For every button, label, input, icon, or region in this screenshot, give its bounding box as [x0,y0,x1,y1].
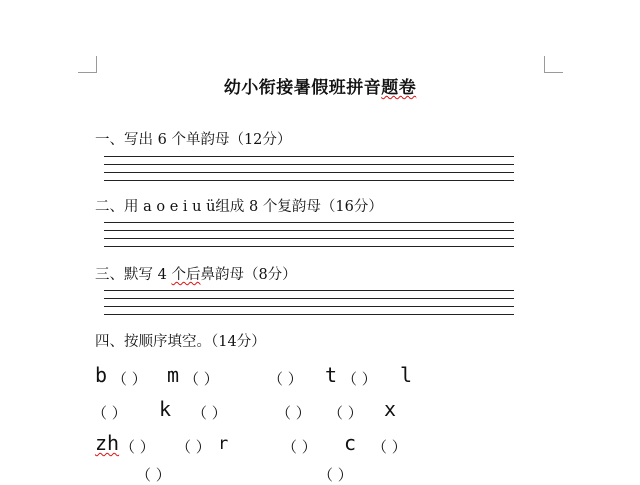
blank-parenthesis: （ ） [276,404,311,422]
answer-lines-2 [104,222,514,247]
blank-parenthesis: （ ） [192,404,227,422]
title-prefix: 幼小衔接暑假班拼音 [223,78,382,98]
title-suffix-spellcheck: 题卷 [381,78,417,98]
answer-lines-1 [104,156,514,181]
letter-c: c [344,431,357,455]
answer-line [104,246,514,247]
letters-zh: zh [95,431,120,455]
blank-parenthesis: （ ） [372,438,407,456]
blank-parenthesis: （ ） [282,438,317,456]
answer-line [104,222,514,223]
blank-parenthesis: （ ） [120,438,155,456]
answer-lines-3 [104,290,514,315]
answer-line [104,238,514,239]
answer-line [104,172,514,173]
question-3-prefix: 三、默写 4 [95,267,172,283]
document-title [0,73,640,98]
blank-parenthesis: （ ） [112,370,147,388]
letter-k: k [159,397,172,421]
letter-r: r [218,434,229,454]
answer-line [104,156,514,157]
question-3 [95,263,297,284]
letter-t: t [325,363,338,387]
blank-parenthesis: （ ） [342,370,377,388]
letter-b: b [95,363,108,387]
answer-line [104,180,514,181]
answer-line [104,230,514,231]
crop-mark-top-right [544,56,563,73]
letter-x: x [384,397,397,421]
blank-parenthesis: （ ） [176,438,211,456]
answer-line [104,298,514,299]
crop-mark-top-left [78,56,97,73]
question-2: 二、用 a o e i u ü组成 8 个复韵母（16分） [95,199,383,215]
blank-parenthesis: （ ） [136,466,171,484]
question-1: 一、写出 6 个单韵母（12分） [95,132,292,148]
question-3-spellcheck: 个后 [171,267,201,283]
blank-parenthesis: （ ） [318,466,353,484]
letter-m: m [167,363,180,387]
answer-line [104,290,514,291]
blank-parenthesis: （ ） [184,370,219,388]
question-4: 四、按顺序填空。（14分） [95,334,266,350]
blank-parenthesis: （ ） [92,404,127,422]
answer-line [104,306,514,307]
letter-l: l [400,363,413,387]
question-3-suffix: 鼻韵母（8分） [200,267,297,283]
answer-line [104,164,514,165]
answer-line [104,314,514,315]
blank-parenthesis: （ ） [328,404,363,422]
blank-parenthesis: （ ） [268,370,303,388]
